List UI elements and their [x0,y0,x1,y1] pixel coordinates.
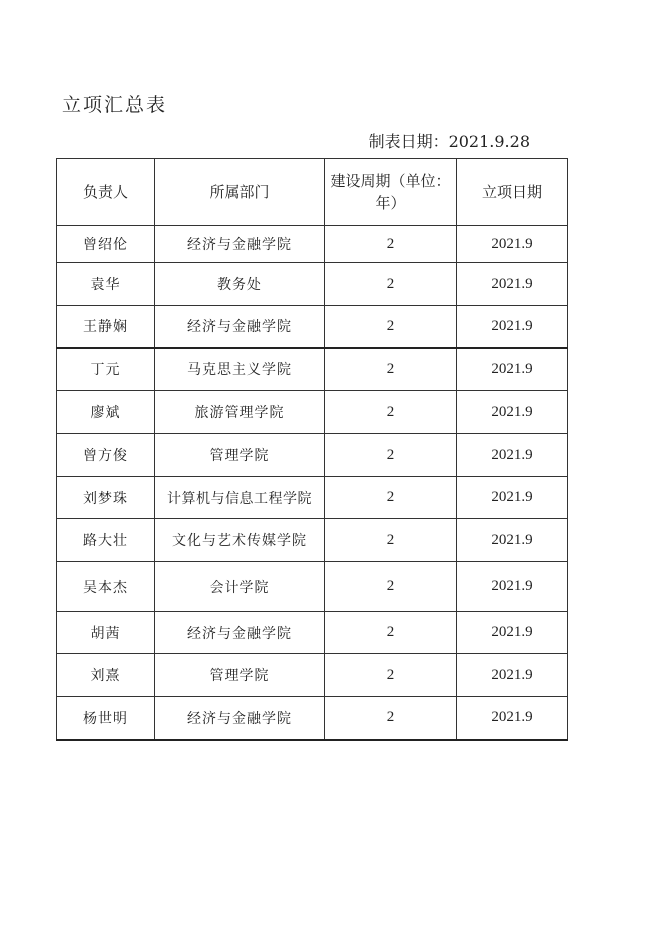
cell-start-date: 2021.9 [457,654,568,697]
cell-person: 吴本杰 [57,562,155,612]
table-row [57,562,568,612]
cell-period: 2 [325,697,457,740]
cell-start-date: 2021.9 [457,306,568,348]
cell-period: 2 [325,348,457,391]
cell-department: 管理学院 [155,434,325,477]
cell-department: 管理学院 [155,654,325,697]
cell-department: 教务处 [155,263,325,306]
table-row [57,434,568,477]
cell-department: 会计学院 [155,562,325,612]
cell-department: 经济与金融学院 [155,697,325,740]
cell-start-date: 2021.9 [457,562,568,612]
cell-department: 经济与金融学院 [155,226,325,263]
cell-start-date: 2021.9 [457,612,568,654]
header-person: 负责人 [57,159,155,226]
cell-person: 曾绍伦 [57,226,155,263]
table-row [57,306,568,348]
cell-person: 路大壮 [57,519,155,562]
cell-department: 文化与艺术传媒学院 [155,519,325,562]
cell-person: 刘梦珠 [57,477,155,519]
cell-start-date: 2021.9 [457,391,568,434]
cell-department: 旅游管理学院 [155,391,325,434]
cell-start-date: 2021.9 [457,477,568,519]
cell-period: 2 [325,434,457,477]
cell-period: 2 [325,477,457,519]
header-department: 所属部门 [155,159,325,226]
cell-period: 2 [325,263,457,306]
cell-period: 2 [325,306,457,348]
table-header-row [57,159,568,226]
header-start-date: 立项日期 [457,159,568,226]
cell-person: 袁华 [57,263,155,306]
cell-department: 经济与金融学院 [155,306,325,348]
cell-person: 廖斌 [57,391,155,434]
table-row [57,391,568,434]
cell-department: 马克思主义学院 [155,348,325,391]
table-row [57,519,568,562]
cell-department: 计算机与信息工程学院 [155,477,325,519]
table-row [57,263,568,306]
summary-table [56,158,568,741]
cell-person: 杨世明 [57,697,155,740]
cell-period: 2 [325,612,457,654]
cell-department: 经济与金融学院 [155,612,325,654]
cell-person: 刘熹 [57,654,155,697]
cell-start-date: 2021.9 [457,226,568,263]
table-row [57,654,568,697]
table-row [57,226,568,263]
cell-period: 2 [325,519,457,562]
cell-period: 2 [325,562,457,612]
cell-start-date: 2021.9 [457,434,568,477]
table-row [57,612,568,654]
cell-start-date: 2021.9 [457,697,568,740]
cell-start-date: 2021.9 [457,348,568,391]
cell-start-date: 2021.9 [457,263,568,306]
cell-period: 2 [325,654,457,697]
cell-person: 胡茜 [57,612,155,654]
cell-person: 曾方俊 [57,434,155,477]
table-row [57,348,568,391]
cell-period: 2 [325,391,457,434]
table-row [57,477,568,519]
header-period: 建设周期（单位：年） [325,159,457,226]
cell-person: 丁元 [57,348,155,391]
document-title: 立项汇总表 [62,94,168,116]
date-label: 制表日期：2021.9.28 [368,132,530,151]
cell-period: 2 [325,226,457,263]
cell-person: 王静娴 [57,306,155,348]
table-row [57,697,568,740]
cell-start-date: 2021.9 [457,519,568,562]
